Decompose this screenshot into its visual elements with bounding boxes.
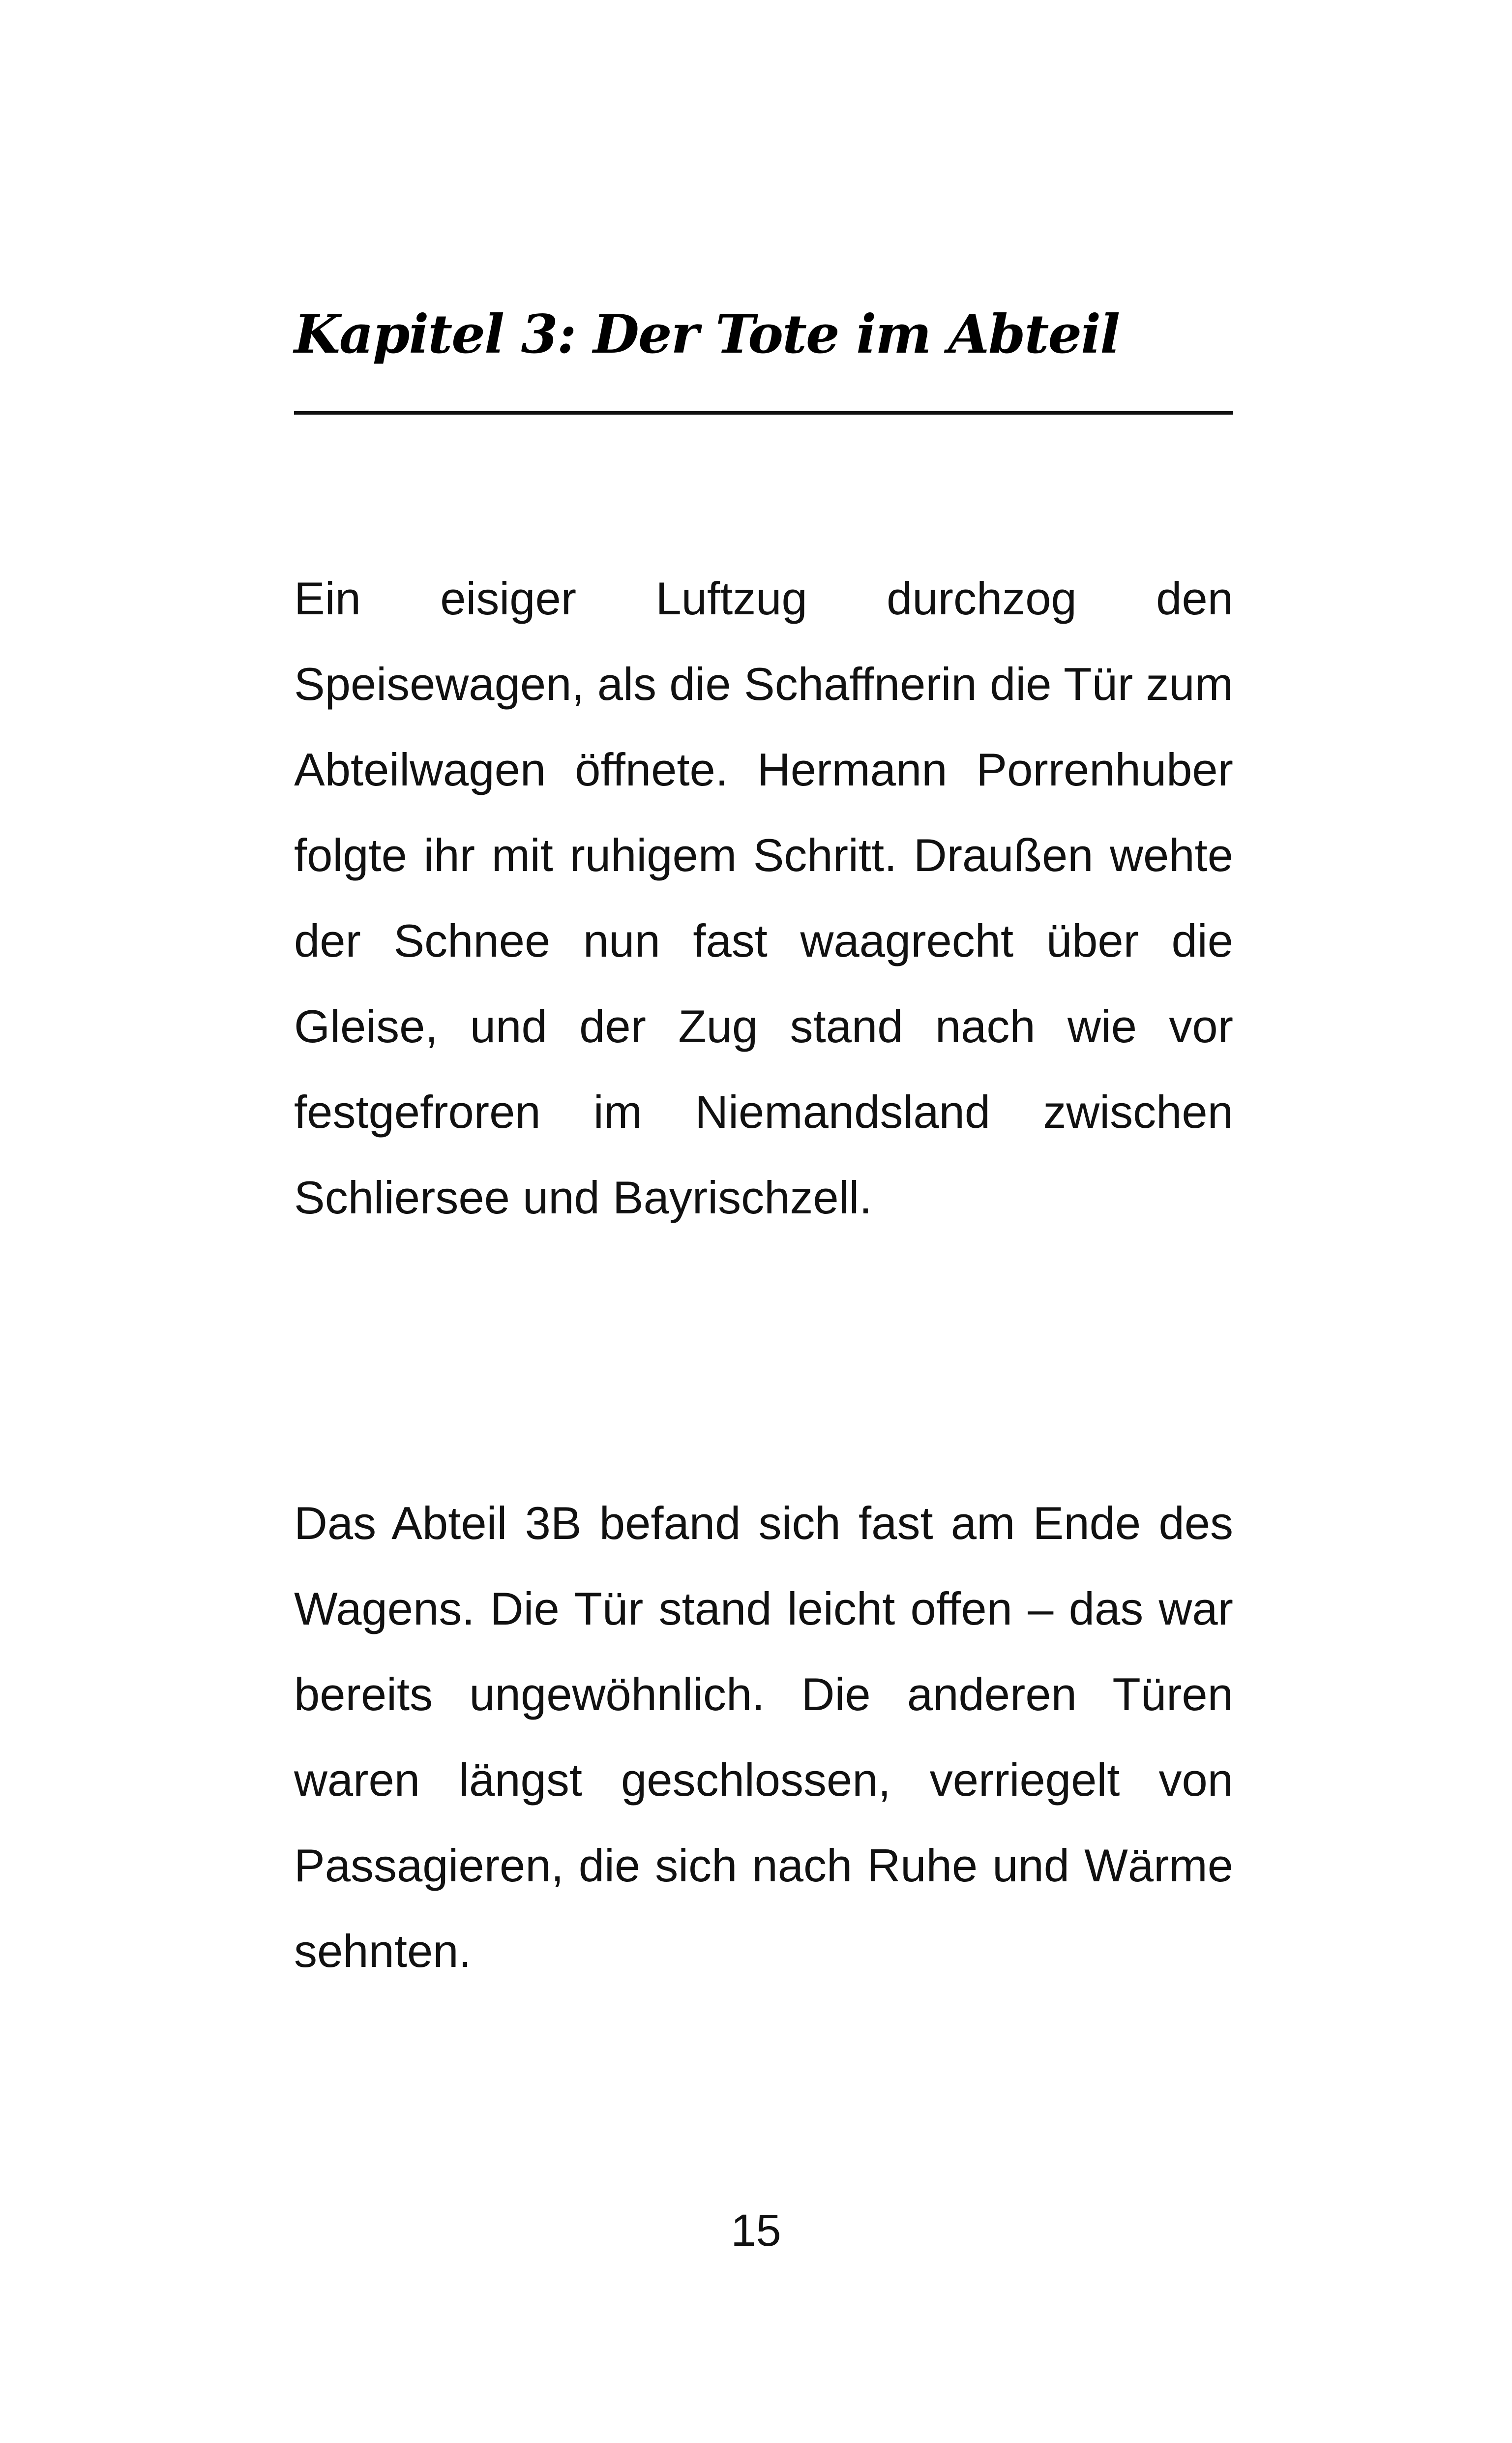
page-number: 15 — [731, 2205, 781, 2256]
chapter-title: Kapitel 3: Der Tote im Abteil — [294, 303, 1120, 365]
title-underline-rule — [294, 411, 1233, 415]
body-paragraph-1: Ein eisiger Luftzug durchzog den Speisewagen, als die Schaffnerin die Tür zum Abteilwagen öffnete. Hermann Porrenhuber folgte ihr mit ruhigem Schritt. Draußen wehte der Schnee nun fast waagrecht über die Gleise, und der Zug stand nach wie vor festgefroren im Niemandsland zwischen Schliersee und Bayrischzell. — [294, 573, 1233, 1223]
body-paragraph-2: Das Abteil 3B befand sich fast am Ende des Wagens. Die Tür stand leicht offen – das war bereits ungewöhnlich. Die anderen Türen waren längst geschlossen, verriegelt von Passagieren, die sich nach Ruhe und Wärme sehnten. — [294, 1497, 1233, 1977]
